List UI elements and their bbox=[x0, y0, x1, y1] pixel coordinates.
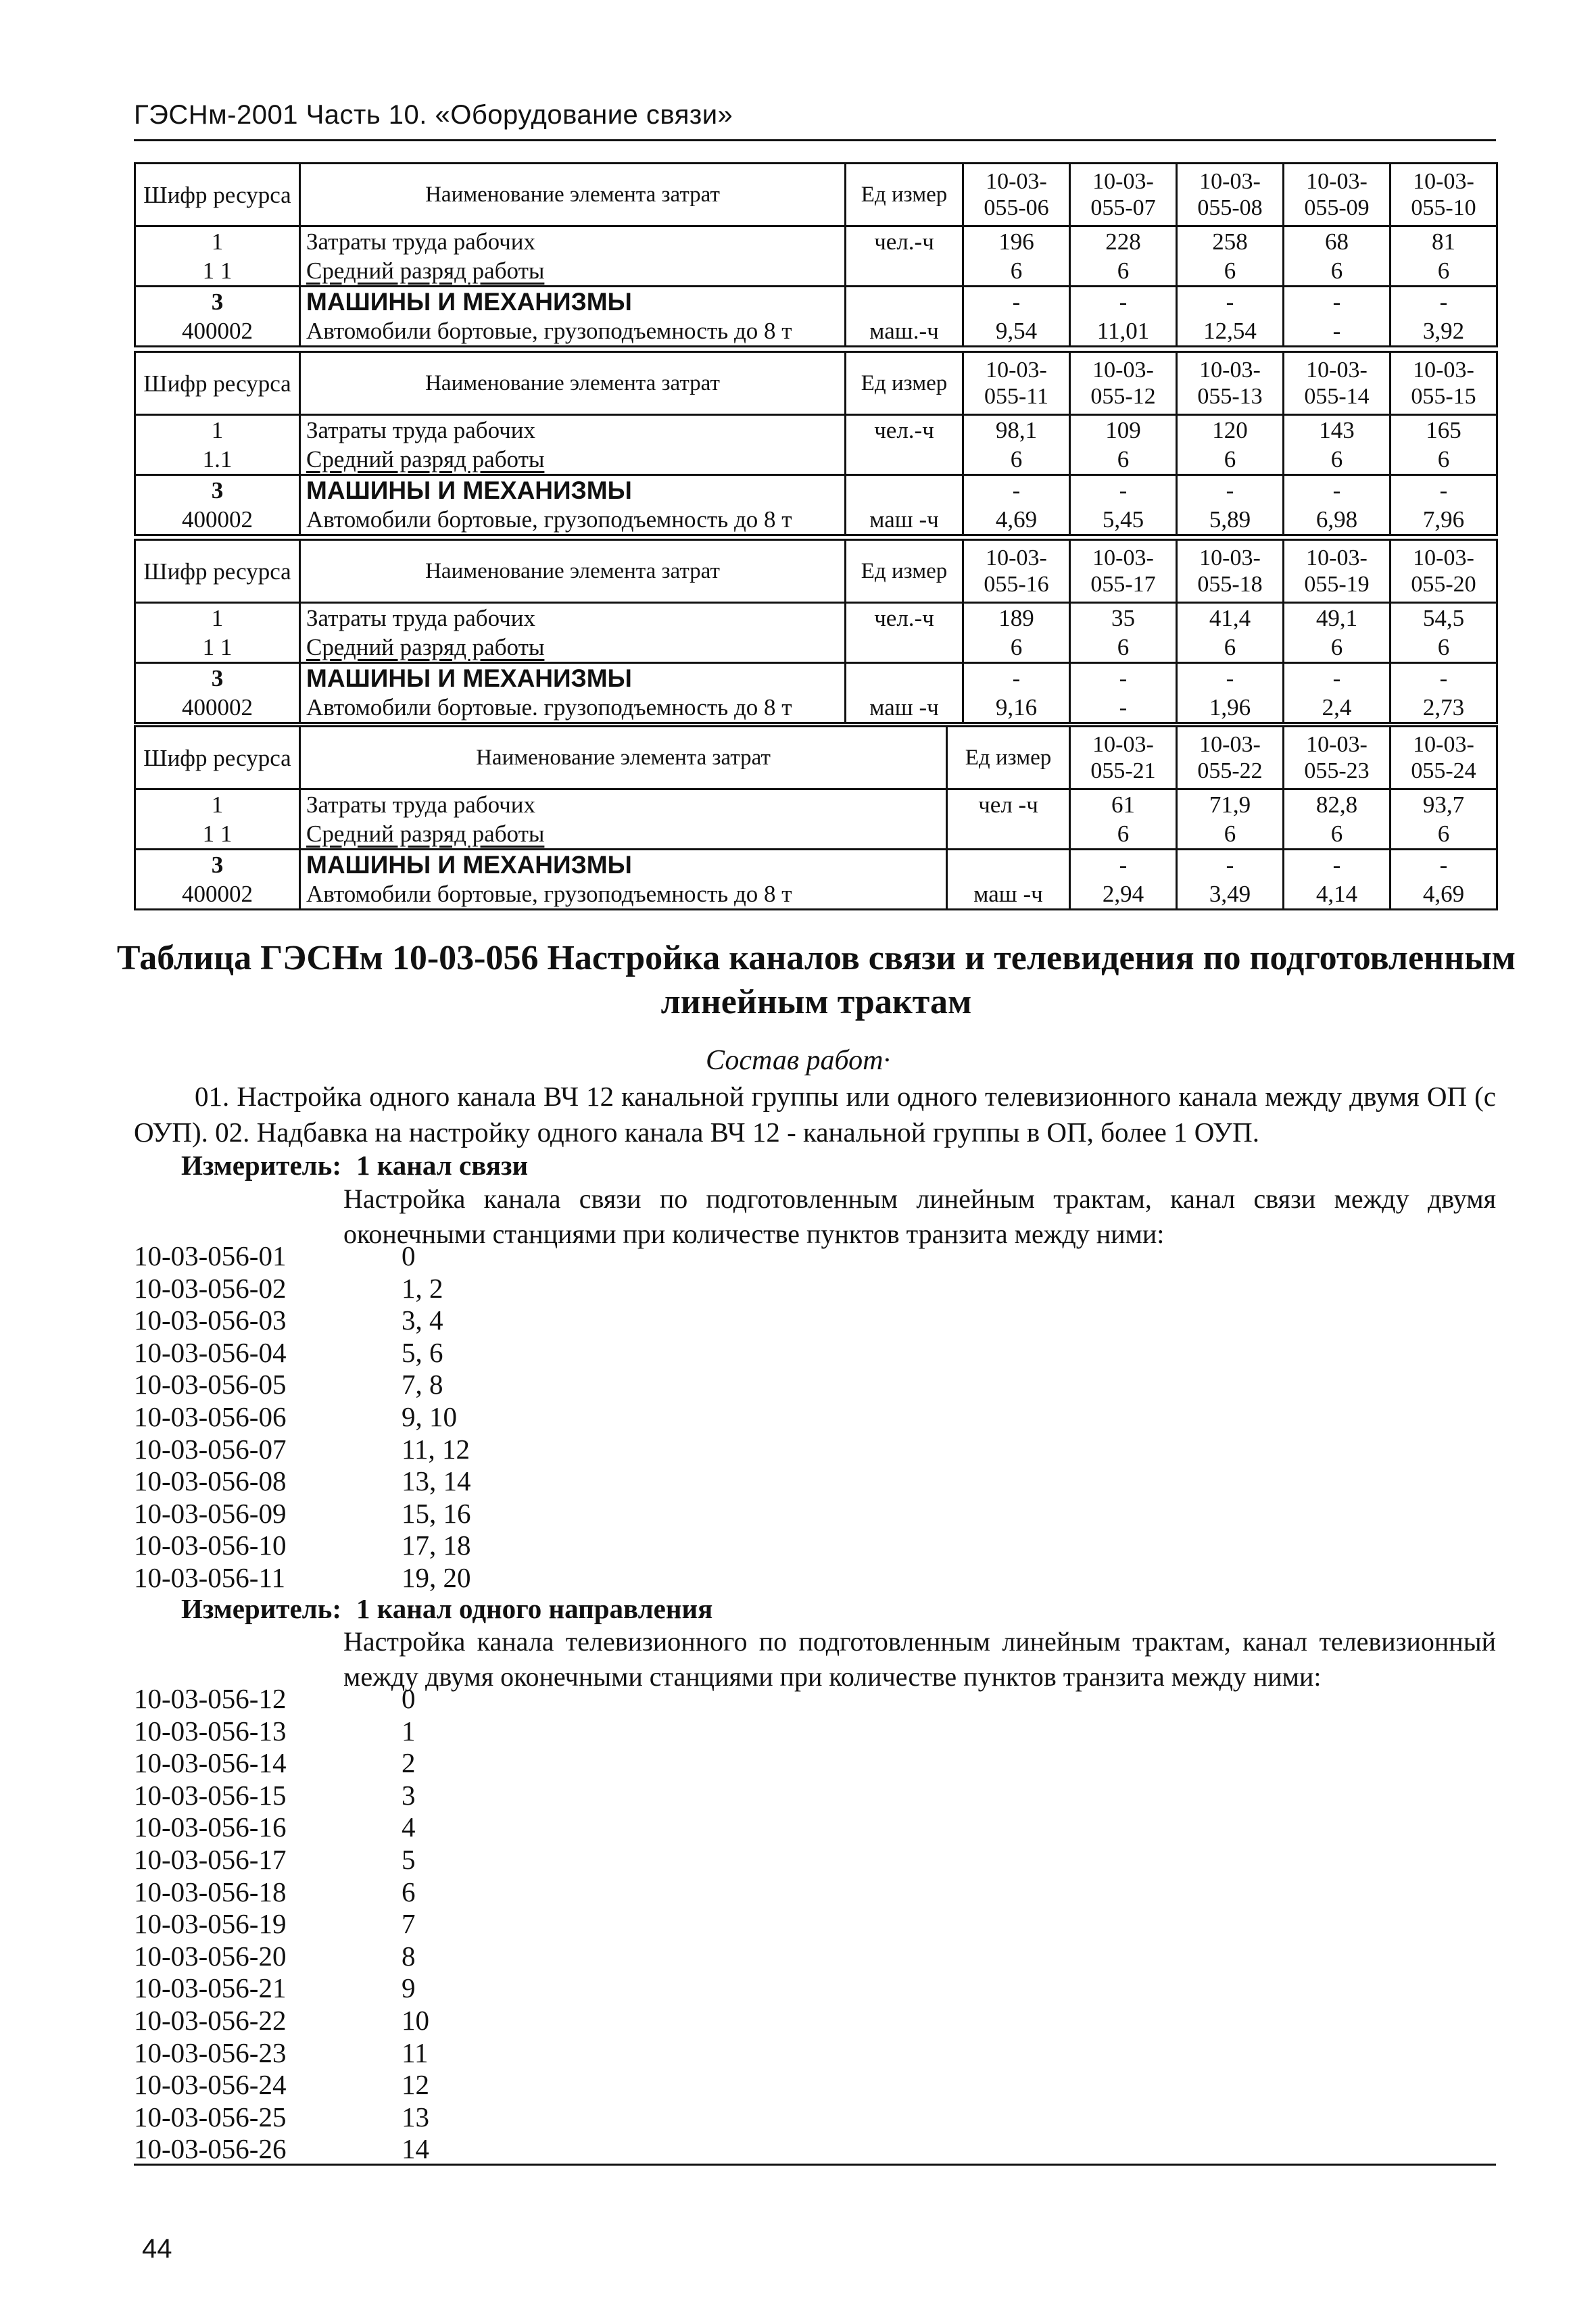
cell-value: 6 bbox=[1391, 633, 1497, 663]
cell-value: 6 bbox=[1070, 445, 1177, 475]
list-item bbox=[134, 1305, 471, 1337]
table-row bbox=[135, 850, 1497, 880]
cell-value: 41,4 bbox=[1177, 603, 1284, 633]
list-item bbox=[134, 1811, 429, 1844]
cell-value: 9,54 bbox=[963, 316, 1070, 347]
cell-name: МАШИНЫ И МЕХАНИЗМЫ bbox=[300, 850, 947, 880]
item-code: 10-03-056-21 bbox=[134, 1972, 287, 2004]
list-item bbox=[134, 1715, 429, 1748]
item-code: 10-03-056-06 bbox=[134, 1400, 287, 1432]
cell-value: - bbox=[1284, 850, 1391, 880]
cell-cipher: 400002 bbox=[135, 693, 300, 723]
cell-value: 6 bbox=[1177, 633, 1284, 663]
cell-name: МАШИНЫ И МЕХАНИЗМЫ bbox=[300, 287, 846, 317]
header-code: 10-03-055-21 bbox=[1070, 727, 1177, 789]
cell-name: Затраты труда рабочих bbox=[300, 226, 846, 257]
header-code: 10-03-055-11 bbox=[963, 352, 1070, 415]
cell-cipher: 1 bbox=[135, 415, 300, 445]
item-code: 10-03-056-11 bbox=[134, 1561, 285, 1593]
header-name: Наименование элемента затрат bbox=[300, 164, 846, 226]
cell-cipher: 1 bbox=[135, 226, 300, 257]
header-name: Наименование элемента затрат bbox=[300, 727, 947, 789]
list-item bbox=[134, 1465, 471, 1498]
cell-value: 6 bbox=[1070, 633, 1177, 663]
cell-value: - bbox=[1070, 850, 1177, 880]
cell-cipher: 1 bbox=[135, 603, 300, 633]
list-item bbox=[134, 2133, 429, 2166]
item-value: 3 bbox=[402, 1779, 416, 1811]
item-value: 5, 6 bbox=[402, 1336, 443, 1368]
list-item bbox=[134, 1876, 429, 1909]
item-code: 10-03-056-10 bbox=[134, 1530, 287, 1561]
header-code: 10-03-055-17 bbox=[1070, 540, 1177, 603]
item-code: 10-03-056-14 bbox=[134, 1747, 287, 1779]
cell-name: Затраты труда рабочих bbox=[300, 789, 947, 820]
cell-name: Средний разряд работы bbox=[300, 256, 846, 287]
cell-name: Средний разряд работы bbox=[300, 819, 947, 850]
header-code: 10-03-055-07 bbox=[1070, 164, 1177, 226]
cell-unit bbox=[846, 445, 963, 475]
cell-unit bbox=[846, 475, 963, 506]
item-value: 5 bbox=[402, 1843, 416, 1875]
cell-value: 2,73 bbox=[1391, 693, 1497, 723]
cell-value: 4,14 bbox=[1284, 879, 1391, 910]
header-name: Наименование элемента затрат bbox=[300, 352, 846, 415]
table-row bbox=[135, 789, 1497, 820]
item-code: 10-03-056-07 bbox=[134, 1433, 287, 1465]
cell-value: - bbox=[1284, 663, 1391, 693]
item-code: 10-03-056-01 bbox=[134, 1240, 287, 1271]
item-value: 15, 16 bbox=[402, 1497, 471, 1529]
item-value: 7 bbox=[402, 1908, 416, 1940]
page-number: 44 bbox=[142, 2234, 172, 2264]
item-value: 1 bbox=[402, 1715, 416, 1747]
header-code: 10-03-055-08 bbox=[1177, 164, 1284, 226]
resource-table-2 bbox=[134, 351, 1498, 536]
cell-unit: маш -ч bbox=[947, 879, 1070, 910]
item-value: 0 bbox=[402, 1240, 416, 1271]
cell-name: МАШИНЫ И МЕХАНИЗМЫ bbox=[300, 663, 846, 693]
description-1: Настройка канала связи по подготовленным линейным трактам, канал связи между двумя оконечными станциями при количестве пунктов транзита между ними: bbox=[343, 1184, 1496, 1249]
item-code: 10-03-056-17 bbox=[134, 1843, 287, 1875]
cell-value: 6 bbox=[1177, 445, 1284, 475]
item-code: 10-03-056-03 bbox=[134, 1305, 287, 1336]
item-code: 10-03-056-09 bbox=[134, 1497, 287, 1529]
table-row bbox=[135, 287, 1497, 317]
cell-value: 6 bbox=[1284, 819, 1391, 850]
list-item bbox=[134, 1530, 471, 1562]
item-code: 10-03-056-08 bbox=[134, 1465, 287, 1497]
list-item bbox=[134, 2101, 429, 2134]
cell-name: Затраты труда рабочих bbox=[300, 415, 846, 445]
table-row bbox=[135, 256, 1497, 287]
cell-value: 3,49 bbox=[1177, 879, 1284, 910]
cell-cipher: 1 1 bbox=[135, 256, 300, 287]
item-code: 10-03-056-25 bbox=[134, 2101, 287, 2133]
item-value: 7, 8 bbox=[402, 1369, 443, 1400]
description-2: Настройка канала телевизионного по подготовленным линейным трактам, канал телевизионный между двумя оконечными станциями при количестве пунктов транзита между ними: bbox=[343, 1626, 1496, 1692]
cell-unit: чел.-ч bbox=[846, 226, 963, 257]
header-unit: Ед измер bbox=[846, 164, 963, 226]
item-value: 4 bbox=[402, 1811, 416, 1843]
header-code: 10-03-055-19 bbox=[1284, 540, 1391, 603]
header-code: 10-03-055-06 bbox=[963, 164, 1070, 226]
resource-table-3 bbox=[134, 539, 1498, 724]
cell-unit: чел -ч bbox=[947, 789, 1070, 820]
cell-value: 6 bbox=[1070, 819, 1177, 850]
list-item bbox=[134, 2037, 429, 2070]
table-row bbox=[135, 475, 1497, 506]
list-item bbox=[134, 1337, 471, 1369]
code-list-2 bbox=[134, 1683, 429, 2166]
list-item bbox=[134, 1972, 429, 2005]
measure-1 bbox=[181, 1149, 528, 1181]
item-value: 12 bbox=[402, 2069, 429, 2101]
cell-value: 3,92 bbox=[1391, 316, 1497, 347]
item-value: 13 bbox=[402, 2101, 429, 2133]
header-code: 10-03-055-20 bbox=[1391, 540, 1497, 603]
header-unit: Ед измер bbox=[947, 727, 1070, 789]
item-code: 10-03-056-24 bbox=[134, 2069, 287, 2101]
cell-value: - bbox=[1391, 287, 1497, 317]
list-item bbox=[134, 1747, 429, 1780]
resource-table-1 bbox=[134, 162, 1498, 347]
item-value: 3, 4 bbox=[402, 1305, 443, 1336]
cell-cipher: 400002 bbox=[135, 316, 300, 347]
cell-value: 1,96 bbox=[1177, 693, 1284, 723]
table-row bbox=[135, 663, 1497, 693]
cell-value: - bbox=[1070, 663, 1177, 693]
header-code: 10-03-055-12 bbox=[1070, 352, 1177, 415]
cell-value: 6 bbox=[963, 256, 1070, 287]
item-value: 0 bbox=[402, 1683, 416, 1714]
cell-cipher: 3 bbox=[135, 475, 300, 506]
table-row bbox=[135, 505, 1497, 535]
item-value: 19, 20 bbox=[402, 1561, 471, 1593]
item-value: 8 bbox=[402, 1940, 416, 1972]
header-unit: Ед измер bbox=[846, 352, 963, 415]
cell-value: 68 bbox=[1284, 226, 1391, 257]
cell-value: 6 bbox=[1284, 256, 1391, 287]
cell-value: 6 bbox=[1391, 256, 1497, 287]
table-header-row bbox=[135, 540, 1497, 603]
cell-name: Автомобили бортовые, грузоподъемность до 8 т bbox=[300, 505, 846, 535]
cell-value: 6 bbox=[1070, 256, 1177, 287]
running-header: ГЭСНм-2001 Часть 10. «Оборудование связи» bbox=[134, 100, 733, 130]
list-item bbox=[134, 1844, 429, 1876]
cell-cipher: 400002 bbox=[135, 879, 300, 910]
measure-value: 1 канал связи bbox=[356, 1150, 529, 1181]
item-code: 10-03-056-20 bbox=[134, 1940, 287, 1972]
cell-value: - bbox=[1177, 850, 1284, 880]
resource-table-4 bbox=[134, 725, 1498, 910]
table-row bbox=[135, 633, 1497, 663]
cell-value: 61 bbox=[1070, 789, 1177, 820]
item-value: 11, 12 bbox=[402, 1433, 470, 1465]
cell-unit bbox=[846, 287, 963, 317]
table-row bbox=[135, 879, 1497, 910]
cell-value: 6 bbox=[1284, 445, 1391, 475]
list-item bbox=[134, 2005, 429, 2037]
item-value: 10 bbox=[402, 2004, 429, 2036]
header-cipher: Шифр ресурса bbox=[135, 727, 300, 789]
cell-value: 6 bbox=[1177, 819, 1284, 850]
measure-value: 1 канал одного направления bbox=[356, 1593, 713, 1624]
header-cipher: Шифр ресурса bbox=[135, 540, 300, 603]
cell-value: 6,98 bbox=[1284, 505, 1391, 535]
header-code: 10-03-055-14 bbox=[1284, 352, 1391, 415]
cell-value: - bbox=[1070, 475, 1177, 506]
cell-name: Автомобили бортовые, грузоподъемность до 8 т bbox=[300, 316, 846, 347]
cell-value: 5,45 bbox=[1070, 505, 1177, 535]
header-code: 10-03-055-09 bbox=[1284, 164, 1391, 226]
header-cipher: Шифр ресурса bbox=[135, 352, 300, 415]
cell-value: - bbox=[1284, 287, 1391, 317]
measure-label: Измеритель: bbox=[181, 1150, 342, 1181]
section-title: Таблица ГЭСНм 10-03-056 Настройка каналов связи и телевидения по подготовленным линейным трактам bbox=[116, 939, 1516, 1021]
cell-value: - bbox=[1177, 287, 1284, 317]
cell-unit: маш -ч bbox=[846, 693, 963, 723]
cell-value: 98,1 bbox=[963, 415, 1070, 445]
cell-value: 71,9 bbox=[1177, 789, 1284, 820]
cell-unit bbox=[846, 256, 963, 287]
cell-value: - bbox=[1070, 693, 1177, 723]
table-row bbox=[135, 316, 1497, 347]
list-item bbox=[134, 2069, 429, 2101]
header-code: 10-03-055-23 bbox=[1284, 727, 1391, 789]
list-item bbox=[134, 1908, 429, 1941]
list-item bbox=[134, 1562, 471, 1594]
table-row bbox=[135, 445, 1497, 475]
item-code: 10-03-056-13 bbox=[134, 1715, 287, 1747]
table-row bbox=[135, 226, 1497, 257]
cell-name: Средний разряд работы bbox=[300, 633, 846, 663]
cell-value: 5,89 bbox=[1177, 505, 1284, 535]
measure-label: Измеритель: bbox=[181, 1593, 342, 1624]
header-rule bbox=[134, 139, 1496, 141]
cell-value: - bbox=[963, 663, 1070, 693]
header-name: Наименование элемента затрат bbox=[300, 540, 846, 603]
cell-unit bbox=[947, 819, 1070, 850]
composition-text: 01. Настройка одного канала ВЧ 12 канальной группы или одного телевизионного канала между двумя ОП (с ОУП). 02. Надбавка на настройку одного канала ВЧ 12 - канальной группы в ОП, более 1 ОУП. bbox=[134, 1081, 1496, 1148]
cell-unit: маш -ч bbox=[846, 505, 963, 535]
cell-value: - bbox=[1177, 475, 1284, 506]
item-code: 10-03-056-05 bbox=[134, 1369, 287, 1400]
header-code: 10-03-055-13 bbox=[1177, 352, 1284, 415]
cell-value: - bbox=[1391, 663, 1497, 693]
cell-value: 2,4 bbox=[1284, 693, 1391, 723]
table-row bbox=[135, 415, 1497, 445]
table-header-row bbox=[135, 727, 1497, 789]
cell-value: 4,69 bbox=[1391, 879, 1497, 910]
cell-cipher: 1 1 bbox=[135, 819, 300, 850]
header-cipher: Шифр ресурса bbox=[135, 164, 300, 226]
table-row bbox=[135, 603, 1497, 633]
cell-cipher: 3 bbox=[135, 663, 300, 693]
list-item bbox=[134, 1240, 471, 1273]
item-value: 1, 2 bbox=[402, 1272, 443, 1304]
cell-unit bbox=[947, 850, 1070, 880]
header-code: 10-03-055-18 bbox=[1177, 540, 1284, 603]
cell-value: 7,96 bbox=[1391, 505, 1497, 535]
table-row bbox=[135, 819, 1497, 850]
cell-name: Автомобили бортовые. грузоподъемность до 8 т bbox=[300, 693, 846, 723]
list-item bbox=[134, 1498, 471, 1530]
list-item bbox=[134, 1941, 429, 1973]
cell-unit: маш.-ч bbox=[846, 316, 963, 347]
cell-name: Автомобили бортовые, грузоподъемность до 8 т bbox=[300, 879, 947, 910]
cell-value: - bbox=[1391, 475, 1497, 506]
cell-value: - bbox=[1177, 663, 1284, 693]
cell-value: 120 bbox=[1177, 415, 1284, 445]
cell-value: 4,69 bbox=[963, 505, 1070, 535]
cell-cipher: 400002 bbox=[135, 505, 300, 535]
cell-value: 49,1 bbox=[1284, 603, 1391, 633]
cell-value: - bbox=[1284, 475, 1391, 506]
item-code: 10-03-056-04 bbox=[134, 1336, 287, 1368]
header-unit: Ед измер bbox=[846, 540, 963, 603]
cell-cipher: 1 bbox=[135, 789, 300, 820]
cell-cipher: 3 bbox=[135, 287, 300, 317]
item-code: 10-03-056-23 bbox=[134, 2037, 287, 2068]
item-code: 10-03-056-19 bbox=[134, 1908, 287, 1940]
cell-value: 35 bbox=[1070, 603, 1177, 633]
item-code: 10-03-056-18 bbox=[134, 1876, 287, 1907]
item-code: 10-03-056-15 bbox=[134, 1779, 287, 1811]
cell-value: 196 bbox=[963, 226, 1070, 257]
cell-value: - bbox=[1070, 287, 1177, 317]
cell-value: 54,5 bbox=[1391, 603, 1497, 633]
cell-value: 6 bbox=[1391, 819, 1497, 850]
item-value: 14 bbox=[402, 2133, 429, 2165]
cell-value: 2,94 bbox=[1070, 879, 1177, 910]
code-list-1 bbox=[134, 1240, 471, 1594]
cell-value: - bbox=[963, 475, 1070, 506]
cell-name: Затраты труда рабочих bbox=[300, 603, 846, 633]
cell-name: Средний разряд работы bbox=[300, 445, 846, 475]
cell-unit: чел.-ч bbox=[846, 415, 963, 445]
cell-value: 109 bbox=[1070, 415, 1177, 445]
bottom-rule bbox=[134, 2164, 1496, 2166]
item-code: 10-03-056-02 bbox=[134, 1272, 287, 1304]
cell-cipher: 1.1 bbox=[135, 445, 300, 475]
item-value: 2 bbox=[402, 1747, 416, 1779]
list-item bbox=[134, 1780, 429, 1812]
cell-value: 82,8 bbox=[1284, 789, 1391, 820]
cell-value: 6 bbox=[1284, 633, 1391, 663]
item-value: 9 bbox=[402, 1972, 416, 2004]
cell-unit: чел.-ч bbox=[846, 603, 963, 633]
item-value: 17, 18 bbox=[402, 1530, 471, 1561]
item-value: 6 bbox=[402, 1876, 416, 1907]
list-item bbox=[134, 1434, 471, 1466]
cell-unit bbox=[846, 663, 963, 693]
measure-2 bbox=[181, 1592, 712, 1625]
cell-unit bbox=[846, 633, 963, 663]
cell-cipher: 1 1 bbox=[135, 633, 300, 663]
item-code: 10-03-056-26 bbox=[134, 2133, 287, 2165]
list-item bbox=[134, 1401, 471, 1434]
cell-value: 12,54 bbox=[1177, 316, 1284, 347]
cell-value: - bbox=[1284, 316, 1391, 347]
cell-value: 6 bbox=[1177, 256, 1284, 287]
table-header-row bbox=[135, 164, 1497, 226]
cell-value: 165 bbox=[1391, 415, 1497, 445]
list-item bbox=[134, 1273, 471, 1305]
cell-value: 9,16 bbox=[963, 693, 1070, 723]
cell-value: 93,7 bbox=[1391, 789, 1497, 820]
cell-name: МАШИНЫ И МЕХАНИЗМЫ bbox=[300, 475, 846, 506]
cell-value: 228 bbox=[1070, 226, 1177, 257]
header-code: 10-03-055-10 bbox=[1391, 164, 1497, 226]
cell-value: 6 bbox=[963, 633, 1070, 663]
header-code: 10-03-055-22 bbox=[1177, 727, 1284, 789]
header-code: 10-03-055-15 bbox=[1391, 352, 1497, 415]
cell-value: 143 bbox=[1284, 415, 1391, 445]
header-code: 10-03-055-24 bbox=[1391, 727, 1497, 789]
item-code: 10-03-056-22 bbox=[134, 2004, 287, 2036]
table-header-row bbox=[135, 352, 1497, 415]
header-code: 10-03-055-16 bbox=[963, 540, 1070, 603]
item-code: 10-03-056-12 bbox=[134, 1683, 287, 1714]
cell-cipher: 3 bbox=[135, 850, 300, 880]
item-value: 9, 10 bbox=[402, 1400, 457, 1432]
item-value: 11 bbox=[402, 2037, 429, 2068]
list-item bbox=[134, 1369, 471, 1401]
item-code: 10-03-056-16 bbox=[134, 1811, 287, 1843]
cell-value: 6 bbox=[1391, 445, 1497, 475]
cell-value: 81 bbox=[1391, 226, 1497, 257]
cell-value: 189 bbox=[963, 603, 1070, 633]
cell-value: 6 bbox=[963, 445, 1070, 475]
cell-value: - bbox=[1391, 850, 1497, 880]
item-value: 13, 14 bbox=[402, 1465, 471, 1497]
cell-value: - bbox=[963, 287, 1070, 317]
cell-value: 258 bbox=[1177, 226, 1284, 257]
composition-heading: Состав работ· bbox=[706, 1045, 890, 1076]
list-item bbox=[134, 1683, 429, 1715]
table-row bbox=[135, 693, 1497, 723]
cell-value: 11,01 bbox=[1070, 316, 1177, 347]
